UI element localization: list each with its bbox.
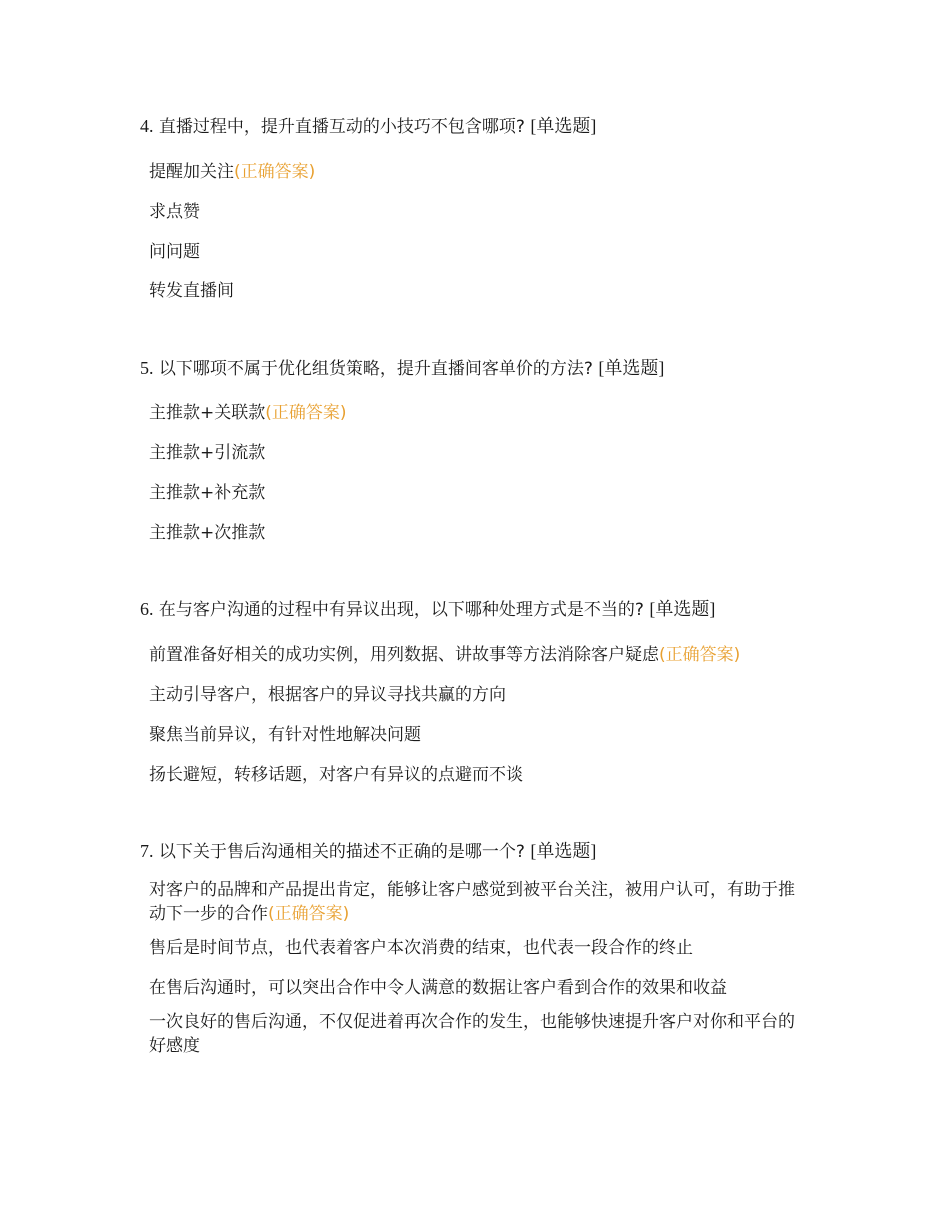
option-text: 问问题 <box>149 242 200 262</box>
question-text: 在与客户沟通的过程中有异议出现，以下哪种处理方式是不当的? <box>158 600 644 620</box>
option-text: 一次良好的售后沟通，不仅促进着再次合作的发生，也能够快速提升客户对你和平台的好感度 <box>149 1012 795 1056</box>
question-title <box>140 114 596 139</box>
question-text: 直播过程中，提升直播互动的小技巧不包含哪项? <box>158 117 525 137</box>
option-text: 求点赞 <box>149 202 200 222</box>
option <box>149 279 809 303</box>
option <box>149 723 809 747</box>
option-text: 对客户的品牌和产品提出肯定，能够让客户感觉到被平台关注，被用户认可，有助于推动下一步的合作 <box>149 880 795 924</box>
question-number: 5. <box>140 358 154 378</box>
correct-answer-tag: (正确答案) <box>268 904 350 924</box>
option <box>149 1010 809 1058</box>
option-text: 扬长避短，转移话题，对客户有异议的点避而不谈 <box>149 765 523 785</box>
question-type: [单选题] <box>598 358 665 378</box>
question-type: [单选题] <box>649 599 716 619</box>
option <box>149 936 809 960</box>
option-text: 聚焦当前异议，有针对性地解决问题 <box>149 725 421 745</box>
option-text: 主动引导客户，根据客户的异议寻找共赢的方向 <box>149 685 506 705</box>
question-type: [单选题] <box>530 841 597 861</box>
question-type: [单选题] <box>530 116 597 136</box>
option <box>149 401 809 425</box>
question-text: 以下关于售后沟通相关的描述不正确的是哪一个? <box>158 842 525 862</box>
question-number: 7. <box>140 841 154 861</box>
option <box>149 481 809 505</box>
question-title <box>140 597 715 622</box>
option <box>149 878 809 926</box>
question-number: 6. <box>140 599 154 619</box>
correct-answer-tag: (正确答案) <box>659 645 741 665</box>
option-text: 主推款+次推款 <box>149 523 266 543</box>
option-text: 主推款+引流款 <box>149 443 266 463</box>
question-text: 以下哪项不属于优化组货策略，提升直播间客单价的方法? <box>158 359 593 379</box>
option-text: 转发直播间 <box>149 281 234 301</box>
option-text: 售后是时间节点，也代表着客户本次消费的结束，也代表一段合作的终止 <box>149 938 693 958</box>
option <box>149 160 809 184</box>
option <box>149 200 809 224</box>
option <box>149 976 809 1000</box>
option <box>149 521 809 545</box>
question-title <box>140 839 596 864</box>
option <box>149 763 809 787</box>
option <box>149 683 809 707</box>
correct-answer-tag: (正确答案) <box>265 403 347 423</box>
option <box>149 441 809 465</box>
option-text: 在售后沟通时，可以突出合作中令人满意的数据让客户看到合作的效果和收益 <box>149 978 727 998</box>
question-number: 4. <box>140 116 154 136</box>
option <box>149 643 809 667</box>
option-text: 提醒加关注 <box>149 162 234 182</box>
option <box>149 240 809 264</box>
option-text: 主推款+关联款 <box>149 403 266 423</box>
question-title <box>140 356 664 381</box>
option-text: 前置准备好相关的成功实例，用列数据、讲故事等方法消除客户疑虑 <box>149 645 659 665</box>
option-text: 主推款+补充款 <box>149 483 266 503</box>
correct-answer-tag: (正确答案) <box>234 162 316 182</box>
